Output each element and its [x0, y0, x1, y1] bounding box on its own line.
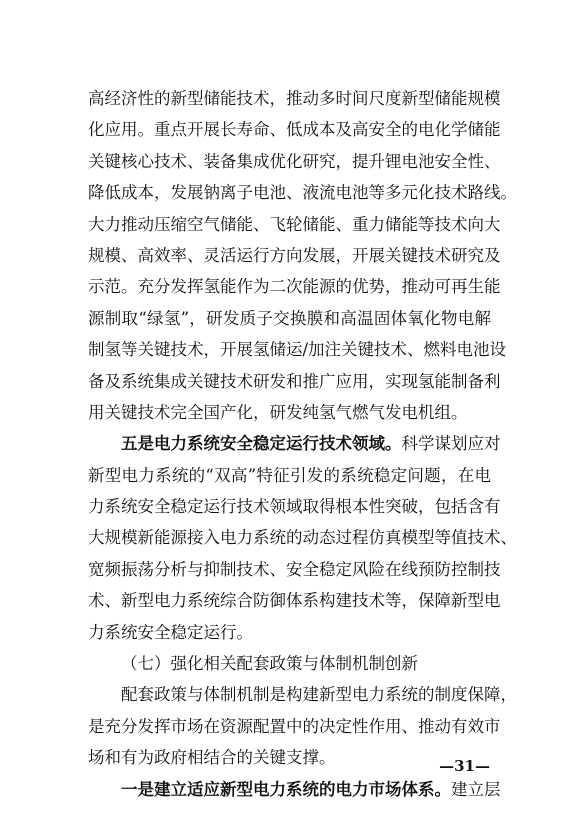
- bold-lead-phrase: 一是建立适应新型电力系统的电力市场体系。: [121, 779, 451, 799]
- text-line: 大规模新能源接入电力系统的动态过程仿真模型等值技术、: [88, 528, 517, 548]
- text-line: 示范。充分发挥氢能作为二次能源的优势，推动可再生能: [88, 277, 501, 297]
- lead-line-rest: 科学谋划应对: [401, 434, 501, 454]
- page-number: —31—: [439, 757, 490, 775]
- text-line: 大力推动压缩空气储能、飞轮储能、重力储能等技术向大: [88, 214, 501, 234]
- lead-line-rest: 建立层: [451, 779, 501, 799]
- text-line: 新型电力系统的“双高”特征引发的系统稳定问题，在电: [88, 465, 491, 485]
- text-line: 化应用。重点开展长寿命、低成本及高安全的电化学储能: [88, 120, 501, 140]
- text-line: 备及系统集成关键技术研发和推广应用，实现氢能制备利: [88, 371, 501, 391]
- text-line: 宽频振荡分析与抑制技术、安全稳定风险在线预防控制技: [88, 559, 501, 579]
- paragraph-lead-line: [88, 428, 501, 459]
- text-line: 用关键技术完全国产化，研发纯氢气燃气发电机组。: [88, 402, 468, 422]
- text-line: 高经济性的新型储能技术，推动多时间尺度新型储能规模: [88, 89, 501, 108]
- text-line: 配套政策与体制机制是构建新型电力系统的制度保障，: [121, 685, 517, 705]
- text-line: 关键核心技术、装备集成优化研究，提升锂电池安全性、: [88, 151, 501, 171]
- text-line: 力系统安全稳定运行。: [88, 622, 253, 642]
- text-line: 规模、高效率、灵活运行方向发展，开展关键技术研究及: [88, 245, 501, 265]
- body-text: [88, 83, 517, 805]
- text-line: 场和有为政府相结合的关键支撑。: [88, 748, 336, 768]
- bold-lead-phrase: 五是电力系统安全稳定运行技术领域。: [121, 434, 402, 454]
- text-line: 术、新型电力系统综合防御体系构建技术等，保障新型电: [88, 591, 501, 611]
- text-line: 力系统安全稳定运行技术领域取得根本性突破，包括含有: [88, 497, 501, 517]
- text-line: 是充分发挥市场在资源配置中的决定性作用、推动有效市: [88, 716, 501, 736]
- paragraph-lead-line: [88, 774, 501, 805]
- text-line: 降低成本，发展钠离子电池、液流电池等多元化技术路线。: [88, 183, 517, 203]
- section-heading: （七）强化相关配套政策与体制机制创新: [121, 654, 418, 674]
- text-line: 源制取“绿氢”，研发质子交换膜和高温固体氧化物电解: [88, 308, 491, 328]
- text-line: 制氢等关键技术，开展氢储运/加注关键技术、燃料电池设: [88, 340, 507, 360]
